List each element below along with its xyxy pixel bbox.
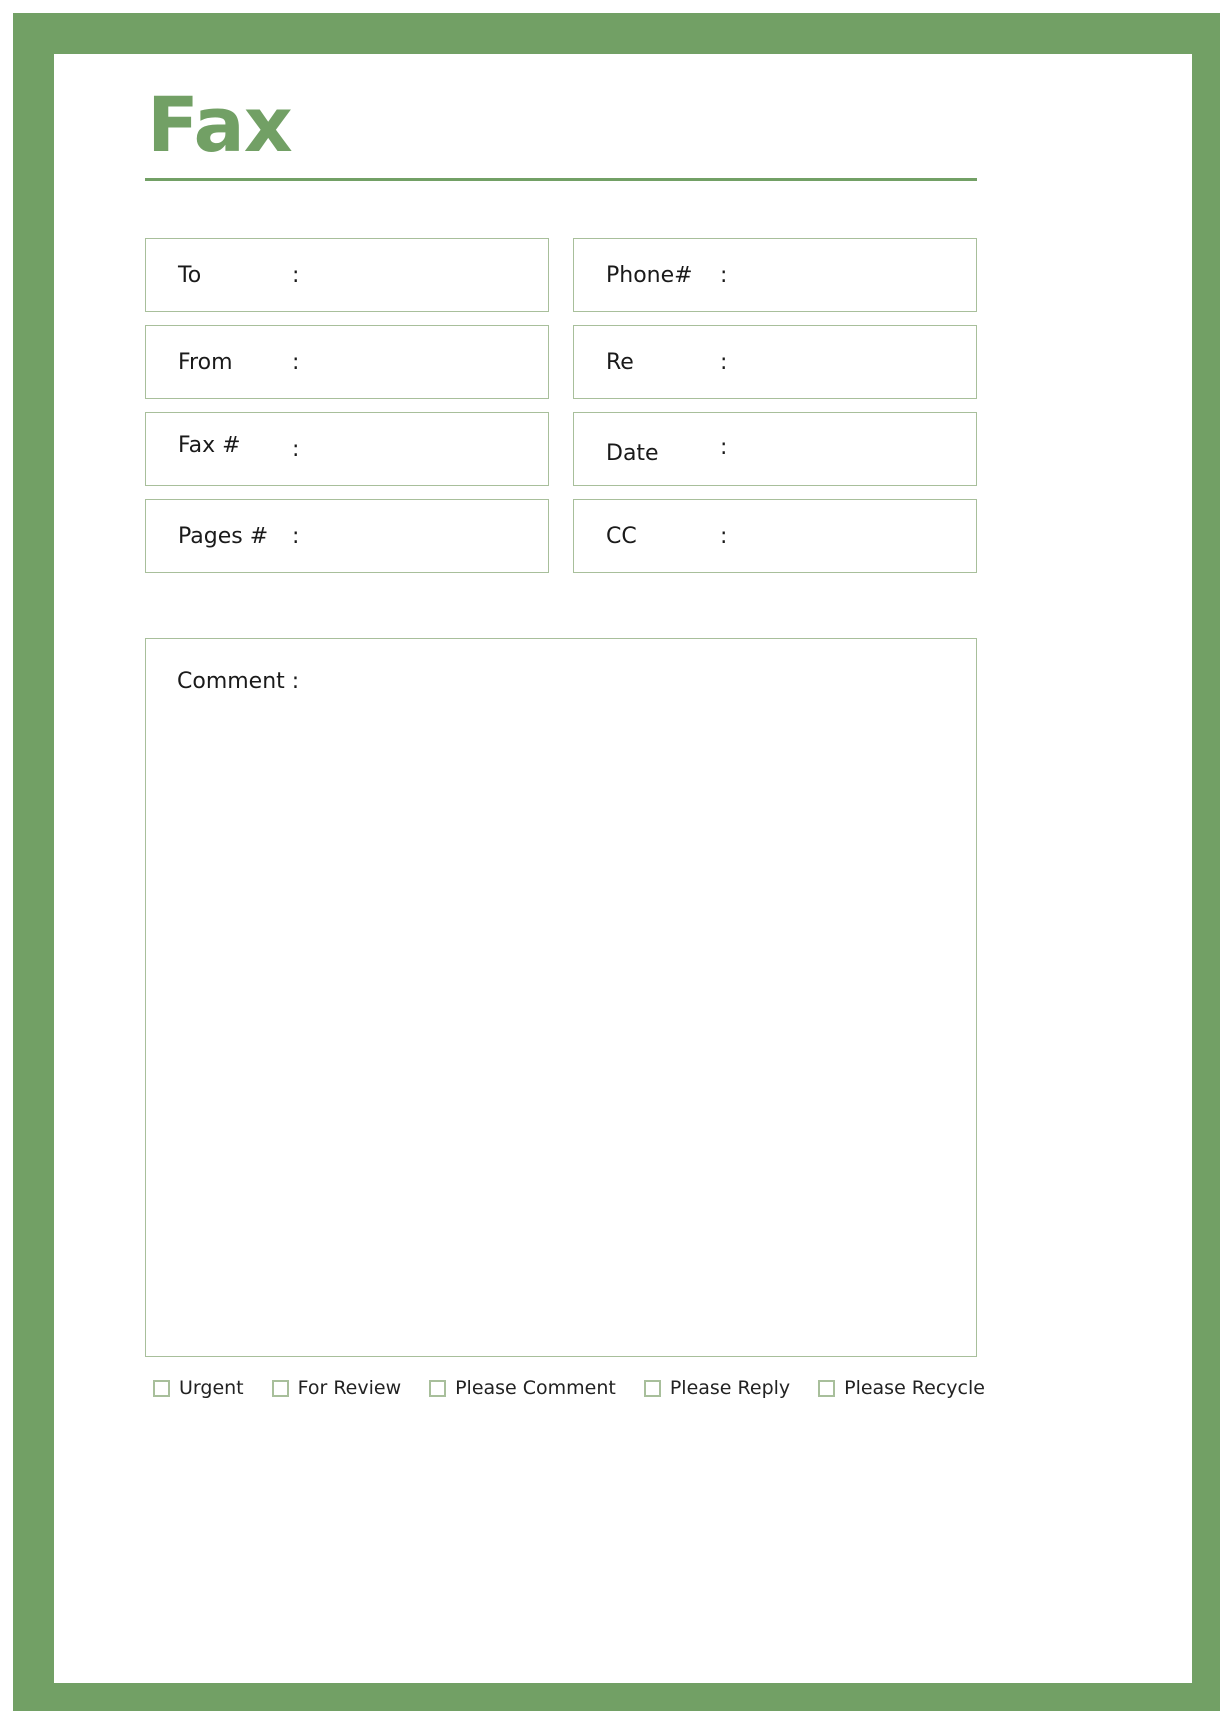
field-to[interactable] [145, 238, 549, 312]
field-label-date: Date [606, 440, 659, 466]
field-label-pages: Pages # [178, 523, 269, 549]
comment-label: Comment : [177, 669, 300, 694]
checkbox-label-please-recycle: Please Recycle [844, 1377, 985, 1399]
field-label-phone: Phone# [606, 262, 693, 288]
checkbox-icon[interactable] [429, 1380, 446, 1397]
page-content [145, 0, 985, 1711]
field-date[interactable] [573, 412, 977, 486]
checkbox-item-please-recycle[interactable] [818, 1377, 985, 1399]
field-row [145, 412, 977, 486]
field-colon-from: : [292, 349, 300, 375]
field-colon-to: : [292, 262, 300, 288]
checkbox-label-urgent: Urgent [179, 1377, 244, 1399]
field-cc[interactable] [573, 499, 977, 573]
field-label-cc: CC [606, 523, 637, 549]
checkbox-item-for-review[interactable] [272, 1377, 402, 1399]
field-colon-fax-number: : [292, 436, 300, 462]
field-fax-number[interactable] [145, 412, 549, 486]
checkbox-item-urgent[interactable] [153, 1377, 244, 1399]
title-block [145, 80, 977, 181]
checkbox-label-please-reply: Please Reply [669, 1377, 791, 1399]
page-title: Fax [147, 80, 292, 169]
field-label-from: From [178, 349, 233, 375]
field-colon-date: : [720, 435, 728, 460]
field-row [145, 325, 977, 399]
field-re[interactable] [573, 325, 977, 399]
field-label-re: Re [606, 349, 634, 375]
checkbox-icon[interactable] [272, 1380, 289, 1397]
field-colon-phone: : [720, 262, 728, 288]
field-colon-cc: : [720, 523, 728, 549]
field-label-to: To [178, 262, 202, 288]
checkbox-label-please-comment: Please Comment [455, 1377, 616, 1399]
field-phone[interactable] [573, 238, 977, 312]
checkbox-icon[interactable] [644, 1380, 661, 1397]
field-row [145, 238, 977, 312]
checkbox-item-please-reply[interactable] [644, 1377, 790, 1399]
field-grid [145, 238, 977, 586]
checkbox-row [153, 1377, 985, 1399]
title-underline-rule [145, 178, 977, 181]
field-from[interactable] [145, 325, 549, 399]
field-label-fax-number: Fax # [178, 432, 241, 458]
field-row [145, 499, 977, 573]
field-colon-re: : [720, 349, 728, 375]
checkbox-item-please-comment[interactable] [429, 1377, 616, 1399]
checkbox-icon[interactable] [818, 1380, 835, 1397]
checkbox-label-for-review: For Review [297, 1377, 402, 1399]
checkbox-icon[interactable] [153, 1380, 170, 1397]
field-colon-pages: : [292, 523, 300, 549]
field-pages[interactable] [145, 499, 549, 573]
comment-field[interactable] [145, 638, 977, 1357]
